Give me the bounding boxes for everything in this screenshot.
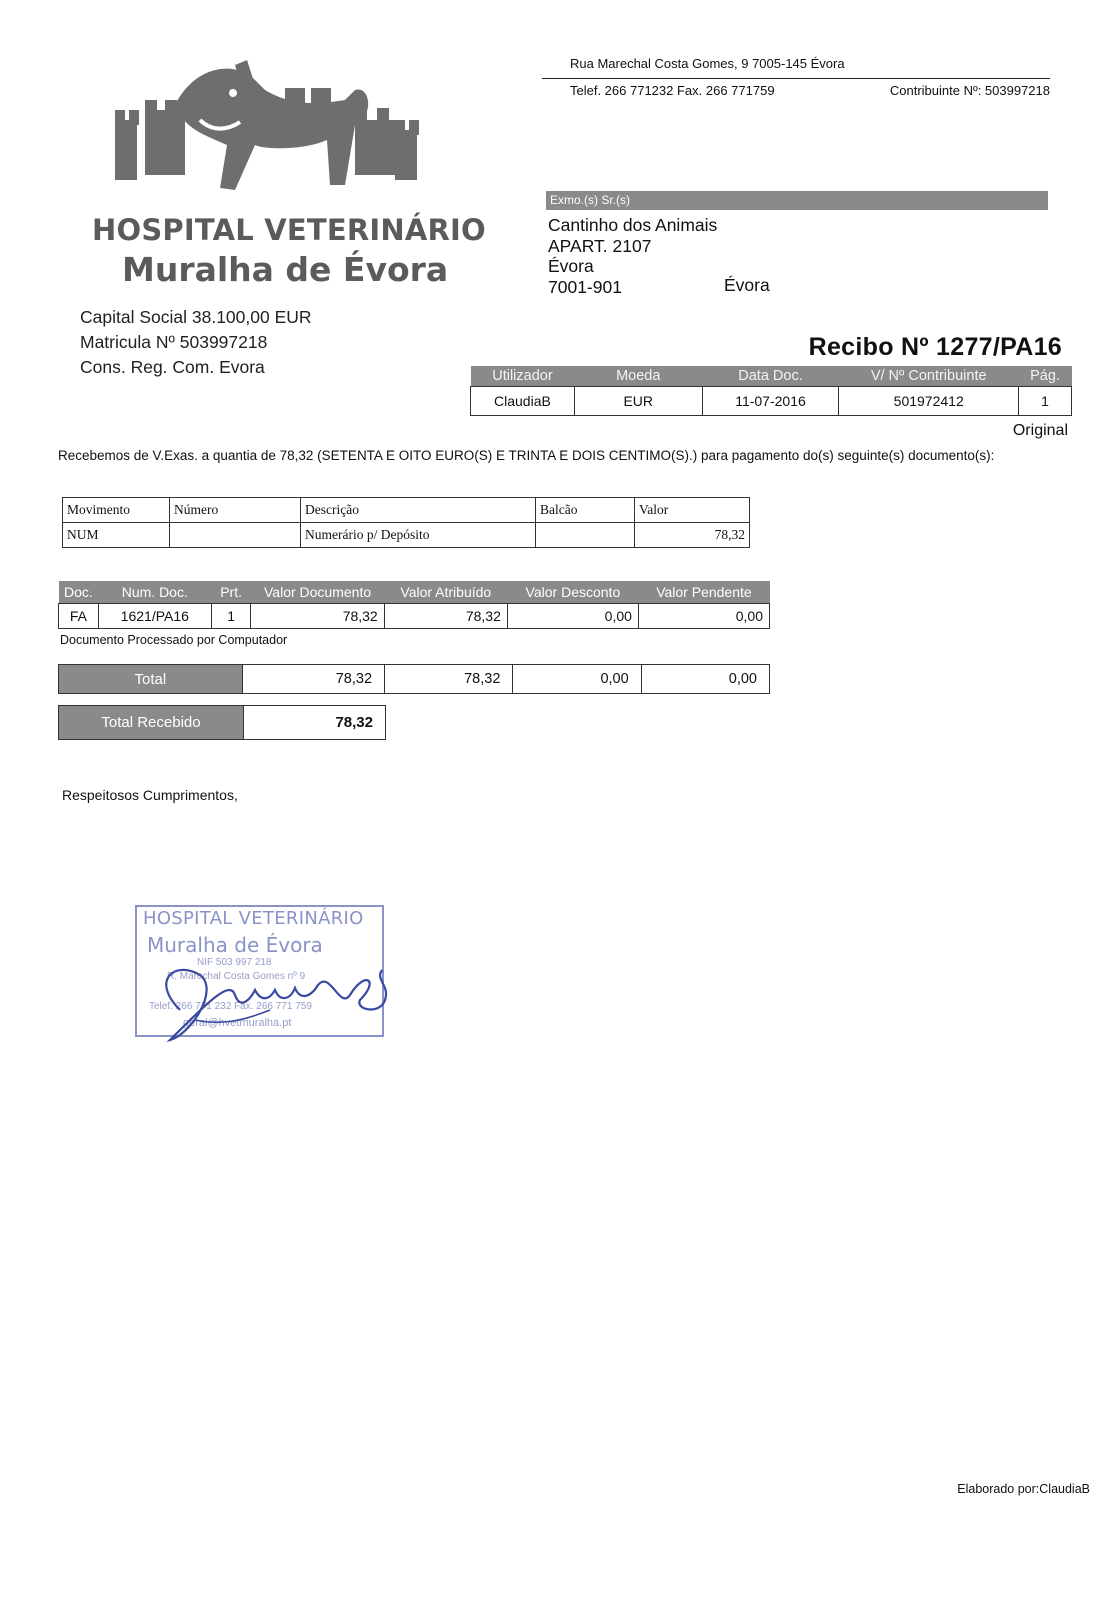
page-value: 1 [1019, 387, 1072, 416]
table-cell [536, 523, 635, 548]
table-cell: 78,32 [242, 665, 384, 694]
totals-table [58, 664, 770, 694]
total-label: Total [59, 665, 243, 694]
header-divider [542, 78, 1050, 79]
recipient-line: APART. 2107 [548, 235, 652, 256]
recipient-line: Évora [548, 256, 594, 276]
total-received-label: Total Recebido [59, 706, 244, 740]
col-header: Data Doc. [702, 366, 839, 387]
stamp-nif: NIF 503 997 218 [197, 957, 272, 968]
greeting: Respeitosos Cumprimentos, [62, 787, 238, 803]
table-cell: 0,00 [641, 665, 769, 694]
contact-line [570, 83, 1050, 98]
table-cell: Numerário p/ Depósito [301, 523, 536, 548]
recipient-label: Exmo.(s) Sr.(s) [546, 191, 1048, 210]
table-cell: 78,32 [385, 665, 513, 694]
recipient-postcode: 7001-901 [548, 276, 622, 297]
table-cell: 78,32 [384, 604, 507, 629]
table-cell: 1 [211, 604, 251, 629]
stamp-line1: HOSPITAL VETERINÁRIO [143, 908, 364, 929]
col-header: Doc. [59, 581, 99, 604]
copy-label: Original [1012, 422, 1068, 439]
table-cell: 1621/PA16 [98, 604, 211, 629]
table-cell: 0,00 [638, 604, 769, 629]
table-cell: 0,00 [507, 604, 638, 629]
col-header: Valor Pendente [638, 581, 769, 604]
col-header: Movimento [63, 498, 170, 523]
prepared-by: Elaborado por:ClaudiaB [957, 1482, 1090, 1496]
table-cell: FA [59, 604, 99, 629]
date-value: 11-07-2016 [702, 387, 839, 416]
col-header: Descrição [301, 498, 536, 523]
col-header: Utilizador [471, 366, 575, 387]
receipt-info-table [470, 366, 1072, 416]
total-received-table [58, 705, 386, 740]
contribuinte-number: Contribuinte Nº: 503997218 [889, 83, 1050, 98]
table-cell: 0,00 [513, 665, 641, 694]
logo-subtitle: Muralha de Évora [122, 250, 449, 289]
matricula: Matricula Nº 503997218 [80, 332, 268, 352]
col-header: Prt. [211, 581, 251, 604]
col-header: Valor Atribuído [384, 581, 507, 604]
recipient-address [548, 215, 717, 297]
stamp-phone: Telef. 266 771 232 Fax. 266 771 759 [149, 1001, 312, 1012]
stamp-line2: Muralha de Évora [147, 933, 323, 957]
recipient-city: Évora [724, 275, 770, 295]
col-header: Pág. [1019, 366, 1072, 387]
logo-title: HOSPITAL VETERINÁRIO [92, 213, 486, 247]
col-header: Moeda [574, 366, 702, 387]
col-header: Valor Desconto [507, 581, 638, 604]
document-table [58, 581, 770, 629]
col-header: Número [170, 498, 301, 523]
col-header: Valor [635, 498, 750, 523]
col-header: Num. Doc. [98, 581, 211, 604]
recipient-name: Cantinho dos Animais [548, 215, 718, 235]
cons-reg: Cons. Reg. Com. Evora [80, 357, 265, 377]
hospital-address: Rua Marechal Costa Gomes, 9 7005-145 Évora [570, 56, 845, 71]
table-cell [170, 523, 301, 548]
stamp-email: geral@hvetmuralha.pt [183, 1017, 292, 1029]
table-cell: 78,32 [251, 604, 384, 629]
company-info [80, 305, 312, 380]
table-cell: 78,32 [635, 523, 750, 548]
received-statement: Recebemos de V.Exas. a quantia de 78,32 (SETENTA E OITO EURO(S) E TRINTA E DOIS CENTIMO(S).) para pagamento do(s) seguinte(s) documento(s): [58, 448, 995, 463]
capital-social: Capital Social 38.100,00 EUR [80, 307, 312, 327]
currency-value: EUR [574, 387, 702, 416]
col-header: V/ Nº Contribuinte [839, 366, 1019, 387]
col-header: Balcão [536, 498, 635, 523]
processed-note: Documento Processado por Computador [60, 633, 288, 647]
table-cell: NUM [63, 523, 170, 548]
phone-fax: Telef. 266 771232 Fax. 266 771759 [570, 83, 775, 98]
hospital-logo-icon [115, 60, 420, 220]
receipt-title: Recibo Nº 1277/PA16 [808, 333, 1062, 361]
customer-nif-value: 501972412 [839, 387, 1019, 416]
total-received-value: 78,32 [244, 706, 386, 740]
col-header: Valor Documento [251, 581, 384, 604]
movement-table [62, 497, 750, 548]
signature-icon [140, 940, 400, 1050]
user-value: ClaudiaB [471, 387, 575, 416]
stamp-address: R. Marechal Costa Gomes nº 9 [167, 971, 306, 982]
